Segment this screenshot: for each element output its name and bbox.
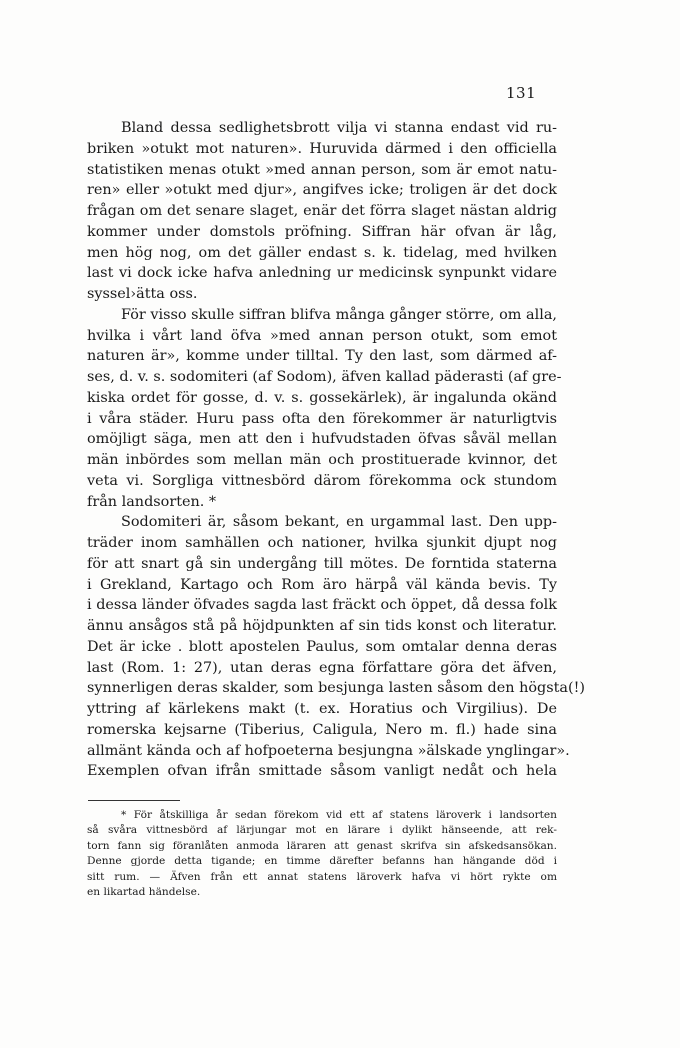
text-line: för att snart gå sin undergång till mötes. De forntida staterna bbox=[87, 555, 557, 572]
text-line: hvilka i vårt land öfva »med annan person otukt, som emot bbox=[87, 327, 557, 344]
text-line: veta vi. Sorgliga vittnesbörd därom förekomma ock stundom bbox=[87, 472, 557, 489]
footnote-line: sitt rum. — Äfven från ett annat statens läroverk hafva vi hört rykte om bbox=[87, 870, 557, 883]
text-line: naturen är», komme under tilltal. Ty den last, som därmed af- bbox=[87, 348, 557, 365]
text-line: från landsorten. * bbox=[87, 493, 217, 510]
text-line: män inbördes som mellan män och prostituerade kvinnor, det bbox=[87, 452, 557, 468]
text-line: Exemplen ofvan ifrån smittade såsom vanligt nedåt och hela bbox=[87, 763, 557, 780]
text-line: träder inom samhällen och nationer, hvilka sjunkit djupt nog bbox=[87, 535, 557, 551]
text-line: syssel›ätta oss. bbox=[87, 286, 198, 302]
text-line: kommer under domstols pröfning. Siffran här ofvan är låg, bbox=[87, 223, 557, 240]
text-line: synnerligen deras skalder, som besjunga lasten såsom den högsta(!) bbox=[87, 680, 585, 697]
text-line: i Grekland, Kartago och Rom äro härpå väl kända bevis. Ty bbox=[87, 576, 557, 593]
footnote-line: * För åtskilliga år sedan förekom vid ett af statens läroverk i landsorten bbox=[121, 809, 557, 821]
text-line: ännu ansågos stå på höjdpunkten af sin tids konst och literatur. bbox=[87, 618, 557, 634]
footnote-divider bbox=[88, 800, 180, 801]
text-line: För visso skulle siffran blifva många gånger större, om alla, bbox=[121, 306, 557, 323]
text-line: i dessa länder öfvades sagda last fräckt och öppet, då dessa folk bbox=[87, 597, 557, 614]
footnote bbox=[87, 808, 557, 900]
text-line: last vi dock icke hafva anledning ur medicinsk synpunkt vidare bbox=[87, 265, 557, 282]
text-line: Det är icke . blott apostelen Paulus, som omtalar denna deras bbox=[87, 638, 557, 655]
text-line: allmänt kända och af hofpoeterna besjungna »älskade ynglingar». bbox=[87, 742, 570, 759]
text-line: omöjligt säga, men att den i hufvudstaden öfvas såväl mellan bbox=[87, 431, 557, 448]
footnote-line: så svåra vittnesbörd af lärjungar mot en lärare i dylikt hänseende, att rek- bbox=[87, 824, 557, 837]
text-line: Bland dessa sedlighetsbrott vilja vi stanna endast vid ru- bbox=[121, 120, 557, 136]
text-line: last (Rom. 1: 27), utan deras egna författare göra det äfven, bbox=[87, 659, 557, 676]
text-line: yttring af kärlekens makt (t. ex. Horatius och Virgilius). De bbox=[87, 701, 557, 717]
footnote-line: en likartad händelse. bbox=[87, 885, 201, 898]
page-number: 131 bbox=[506, 84, 537, 102]
text-line: briken »otukt mot naturen». Huruvida därmed i den officiella bbox=[87, 140, 557, 157]
footnote-line: torn fann sig föranlåten anmoda läraren att genast skrifva sin afskedsansökan. bbox=[87, 839, 557, 852]
text-line: men hög nog, om det gäller endast s. k. tidelag, med hvilken bbox=[87, 244, 557, 261]
text-line: i våra städer. Huru pass ofta den förekommer är naturligtvis bbox=[87, 410, 557, 427]
text-line: frågan om det senare slaget, enär det förra slaget nästan aldrig bbox=[87, 203, 557, 219]
text-line: Sodomiteri är, såsom bekant, en urgammal last. Den upp- bbox=[121, 514, 557, 531]
text-line: ren» eller »otukt med djur», angifves icke; troligen är det dock bbox=[87, 182, 557, 199]
body-text bbox=[87, 118, 585, 782]
text-line: ses, d. v. s. sodomiteri (af Sodom), äfven kallad päderasti (af gre- bbox=[87, 369, 562, 385]
text-line: romerska kejsarne (Tiberius, Caligula, Nero m. fl.) hade sina bbox=[87, 721, 557, 738]
footnote-line: Denne gjorde detta tigande; en timme därefter befanns han hängande död i bbox=[87, 855, 557, 868]
text-line: kiska ordet för gosse, d. v. s. gossekärlek), är ingalunda okänd bbox=[87, 389, 557, 406]
text-line: statistiken menas otukt »med annan person, som är emot natu- bbox=[87, 161, 557, 178]
